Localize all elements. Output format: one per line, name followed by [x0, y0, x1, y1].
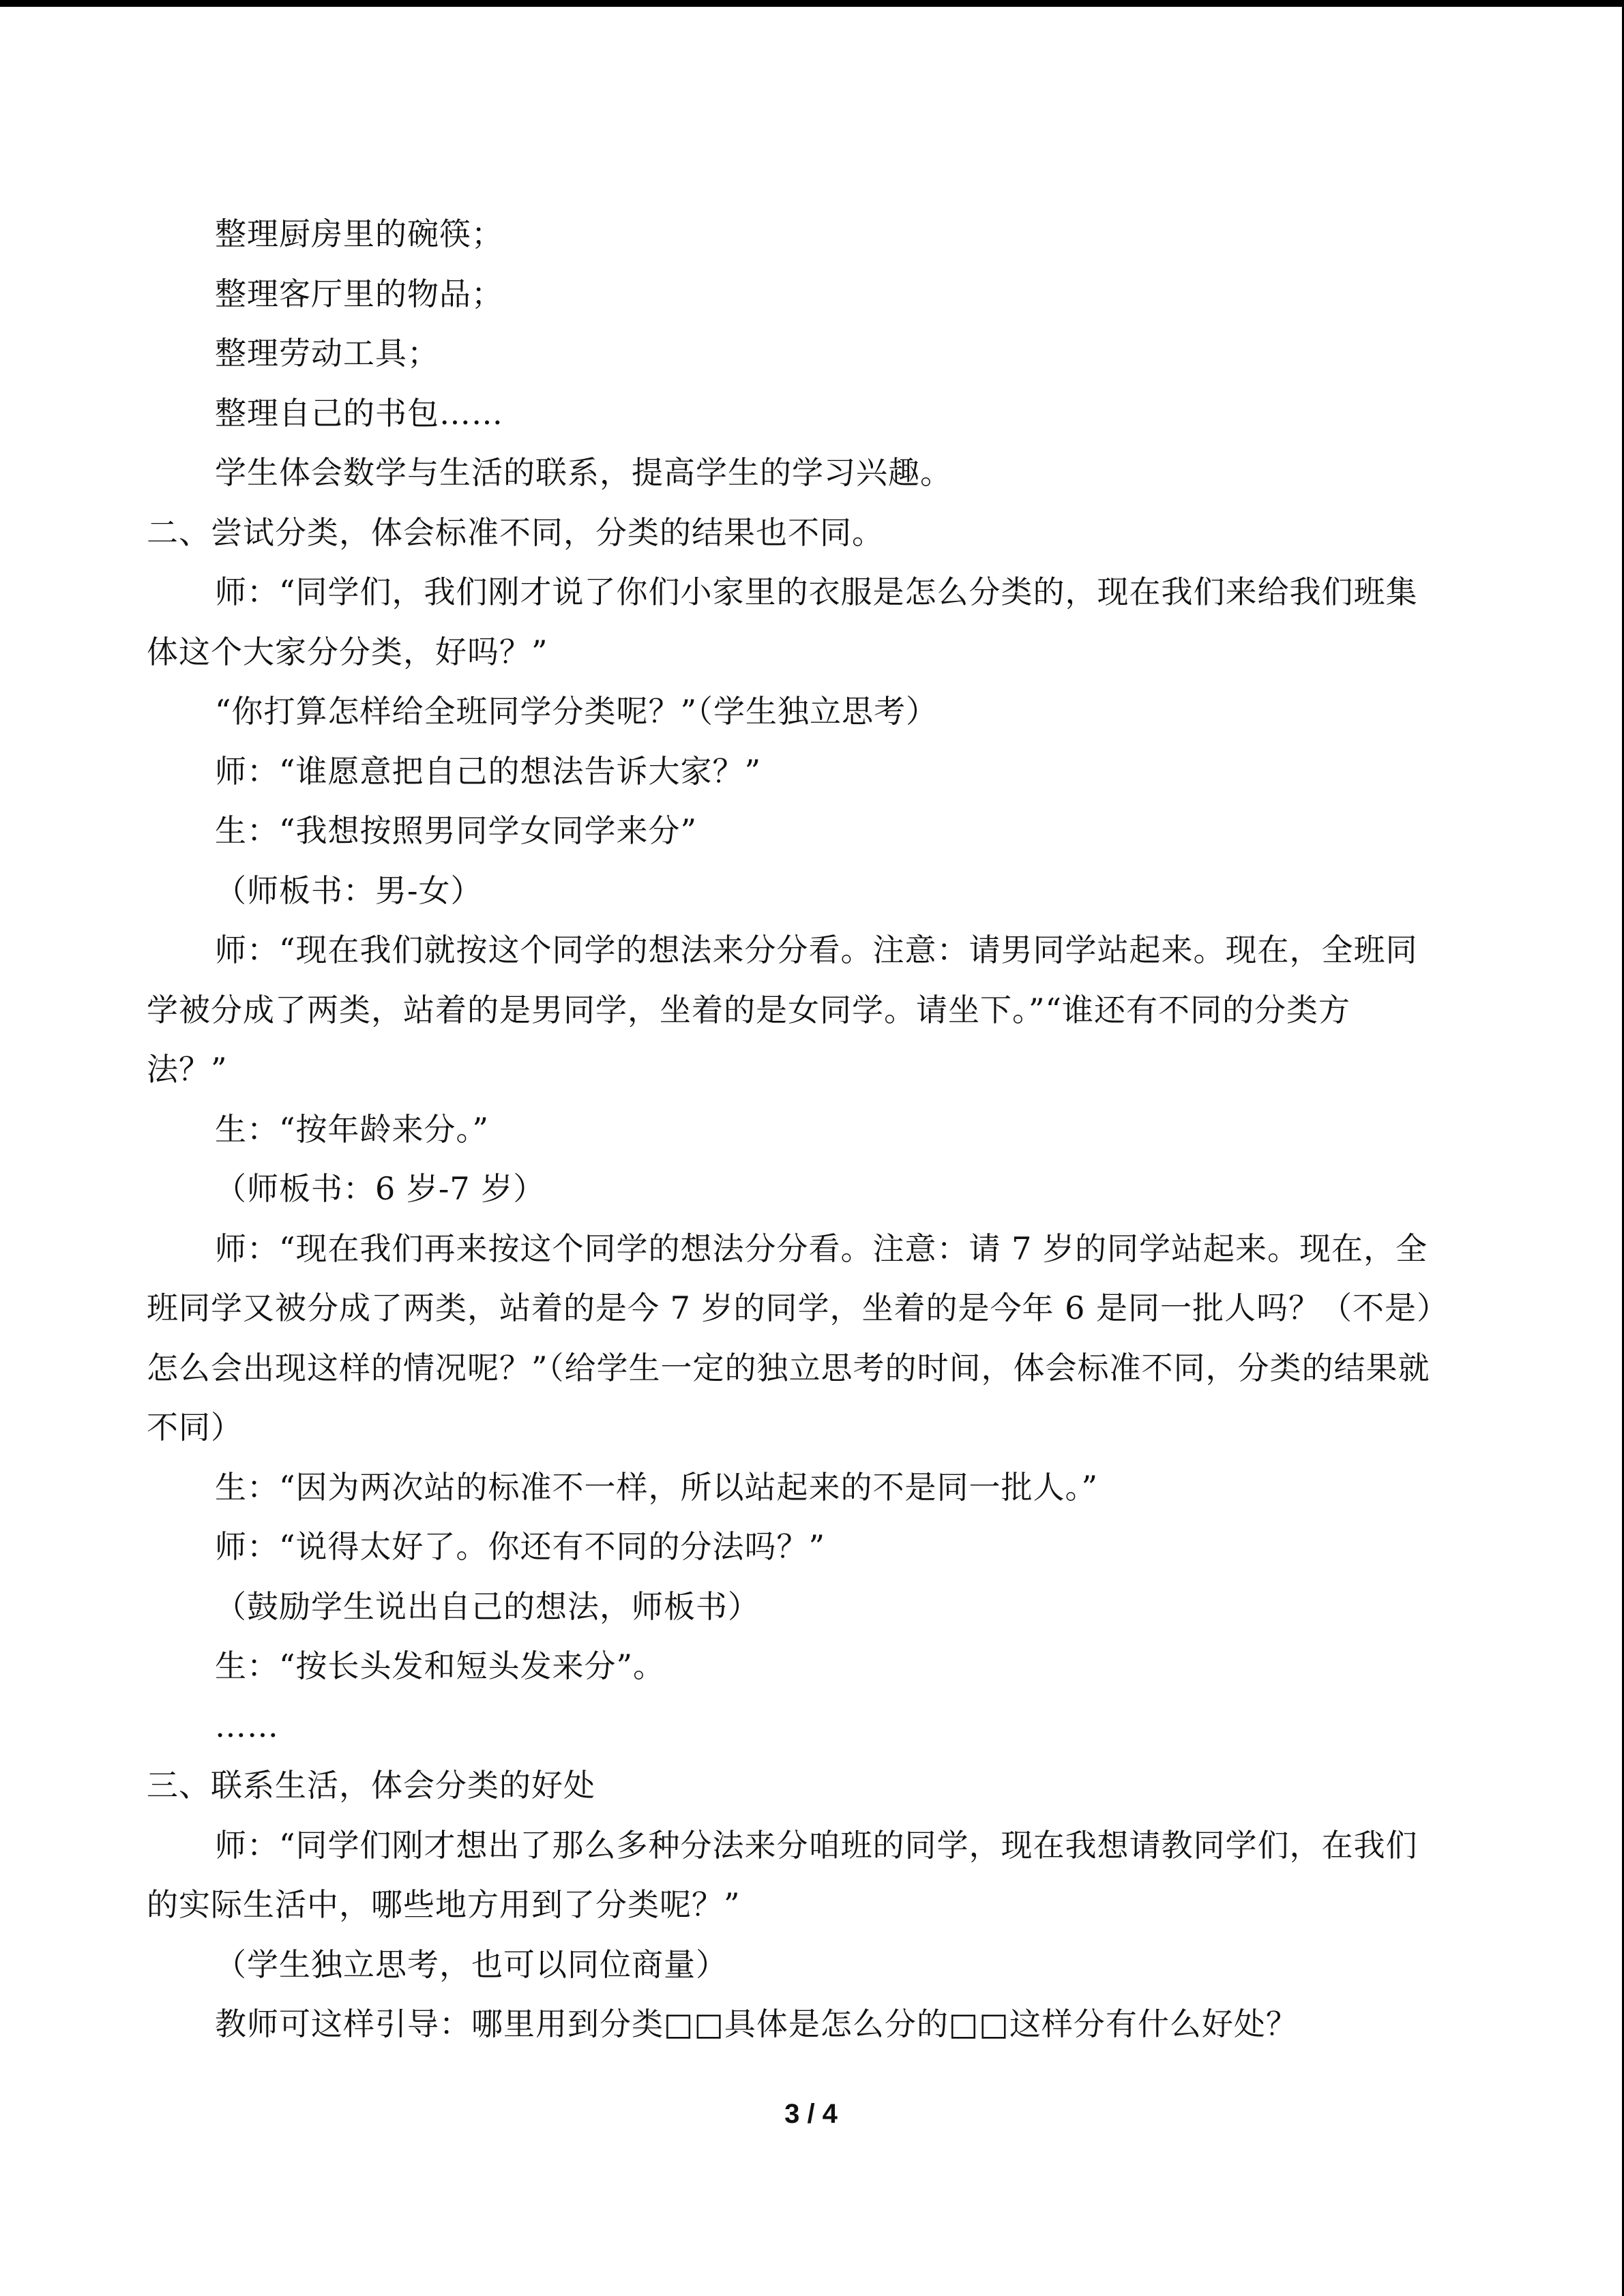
- text-line: 教师可这样引导：哪里用到分类□□具体是怎么分的□□这样分有什么好处？: [215, 2006, 1298, 2042]
- page-footer: [0, 2099, 1622, 2130]
- text-line: 三、联系生活，体会分类的好处: [147, 1767, 595, 1804]
- text-line: 整理厨房里的碗筷；: [215, 215, 503, 252]
- page-number: 3 / 4: [784, 2099, 838, 2129]
- text-line: （师板书：男-女）: [215, 871, 483, 909]
- text-line: 师：“同学们，我们刚才说了你们小家里的衣服是怎么分类的，现在我们来给我们班集: [215, 573, 1418, 610]
- text-line: 体这个大家分分类，好吗？”: [147, 633, 548, 670]
- text-line: ……: [215, 1707, 279, 1744]
- text-line: 整理客厅里的物品；: [215, 275, 503, 312]
- page-top-border: [0, 0, 1624, 7]
- text-line: 学被分成了两类，站着的是男同学，坐着的是女同学。请坐下。”“谁还有不同的分类方: [147, 991, 1351, 1028]
- text-line: “你打算怎样给全班同学分类呢？”（学生独立思考）: [215, 693, 939, 730]
- text-line: 师：“现在我们再来按这个同学的想法分分看。注意：请 7 岁的同学站起来。现在，全: [215, 1229, 1428, 1267]
- text-line: 生：“因为两次站的标准不一样，所以站起来的不是同一批人。”: [215, 1468, 1099, 1506]
- text-line: 班同学又被分成了两类，站着的是今 7 岁的同学，坐着的是今年 6 是同一批人吗？（不是）: [147, 1289, 1449, 1326]
- text-line: 二、尝试分类，体会标准不同，分类的结果也不同。: [147, 513, 884, 551]
- text-line: 整理自己的书包……: [215, 394, 503, 432]
- text-line: 师：“现在我们就按这个同学的想法来分分看。注意：请男同学站起来。现在，全班同: [215, 931, 1418, 968]
- text-line: 生：“按长头发和短头发来分”。: [215, 1648, 666, 1684]
- text-line: 怎么会出现这样的情况呢？”（给学生一定的独立思考的时间，体会标准不同，分类的结果就: [147, 1349, 1430, 1386]
- text-line: 生：“我想按照男同学女同学来分”: [215, 812, 698, 849]
- text-line: 学生体会数学与生活的联系，提高学生的学习兴趣。: [215, 454, 952, 491]
- text-line: 的实际生活中，哪些地方用到了分类呢？”: [147, 1886, 741, 1923]
- text-line: （师板书：6 岁-7 岁）: [215, 1170, 546, 1207]
- text-line: 师：“谁愿意把自己的想法告诉大家？”: [215, 752, 762, 790]
- text-line: 生：“按年龄来分。”: [215, 1110, 490, 1148]
- text-line: （鼓励学生说出自己的想法，师板书）: [215, 1587, 760, 1625]
- text-line: （学生独立思考，也可以同位商量）: [215, 1945, 728, 1983]
- text-line: 整理劳动工具；: [215, 335, 439, 372]
- text-line: 师：“说得太好了。你还有不同的分法吗？”: [215, 1528, 826, 1565]
- text-line: 法？”: [147, 1051, 228, 1088]
- text-line: 师：“同学们刚才想出了那么多种分法来分咱班的同学，现在我想请教同学们，在我们: [215, 1826, 1418, 1864]
- text-line: 不同）: [147, 1409, 243, 1446]
- document-body: [147, 205, 1477, 2055]
